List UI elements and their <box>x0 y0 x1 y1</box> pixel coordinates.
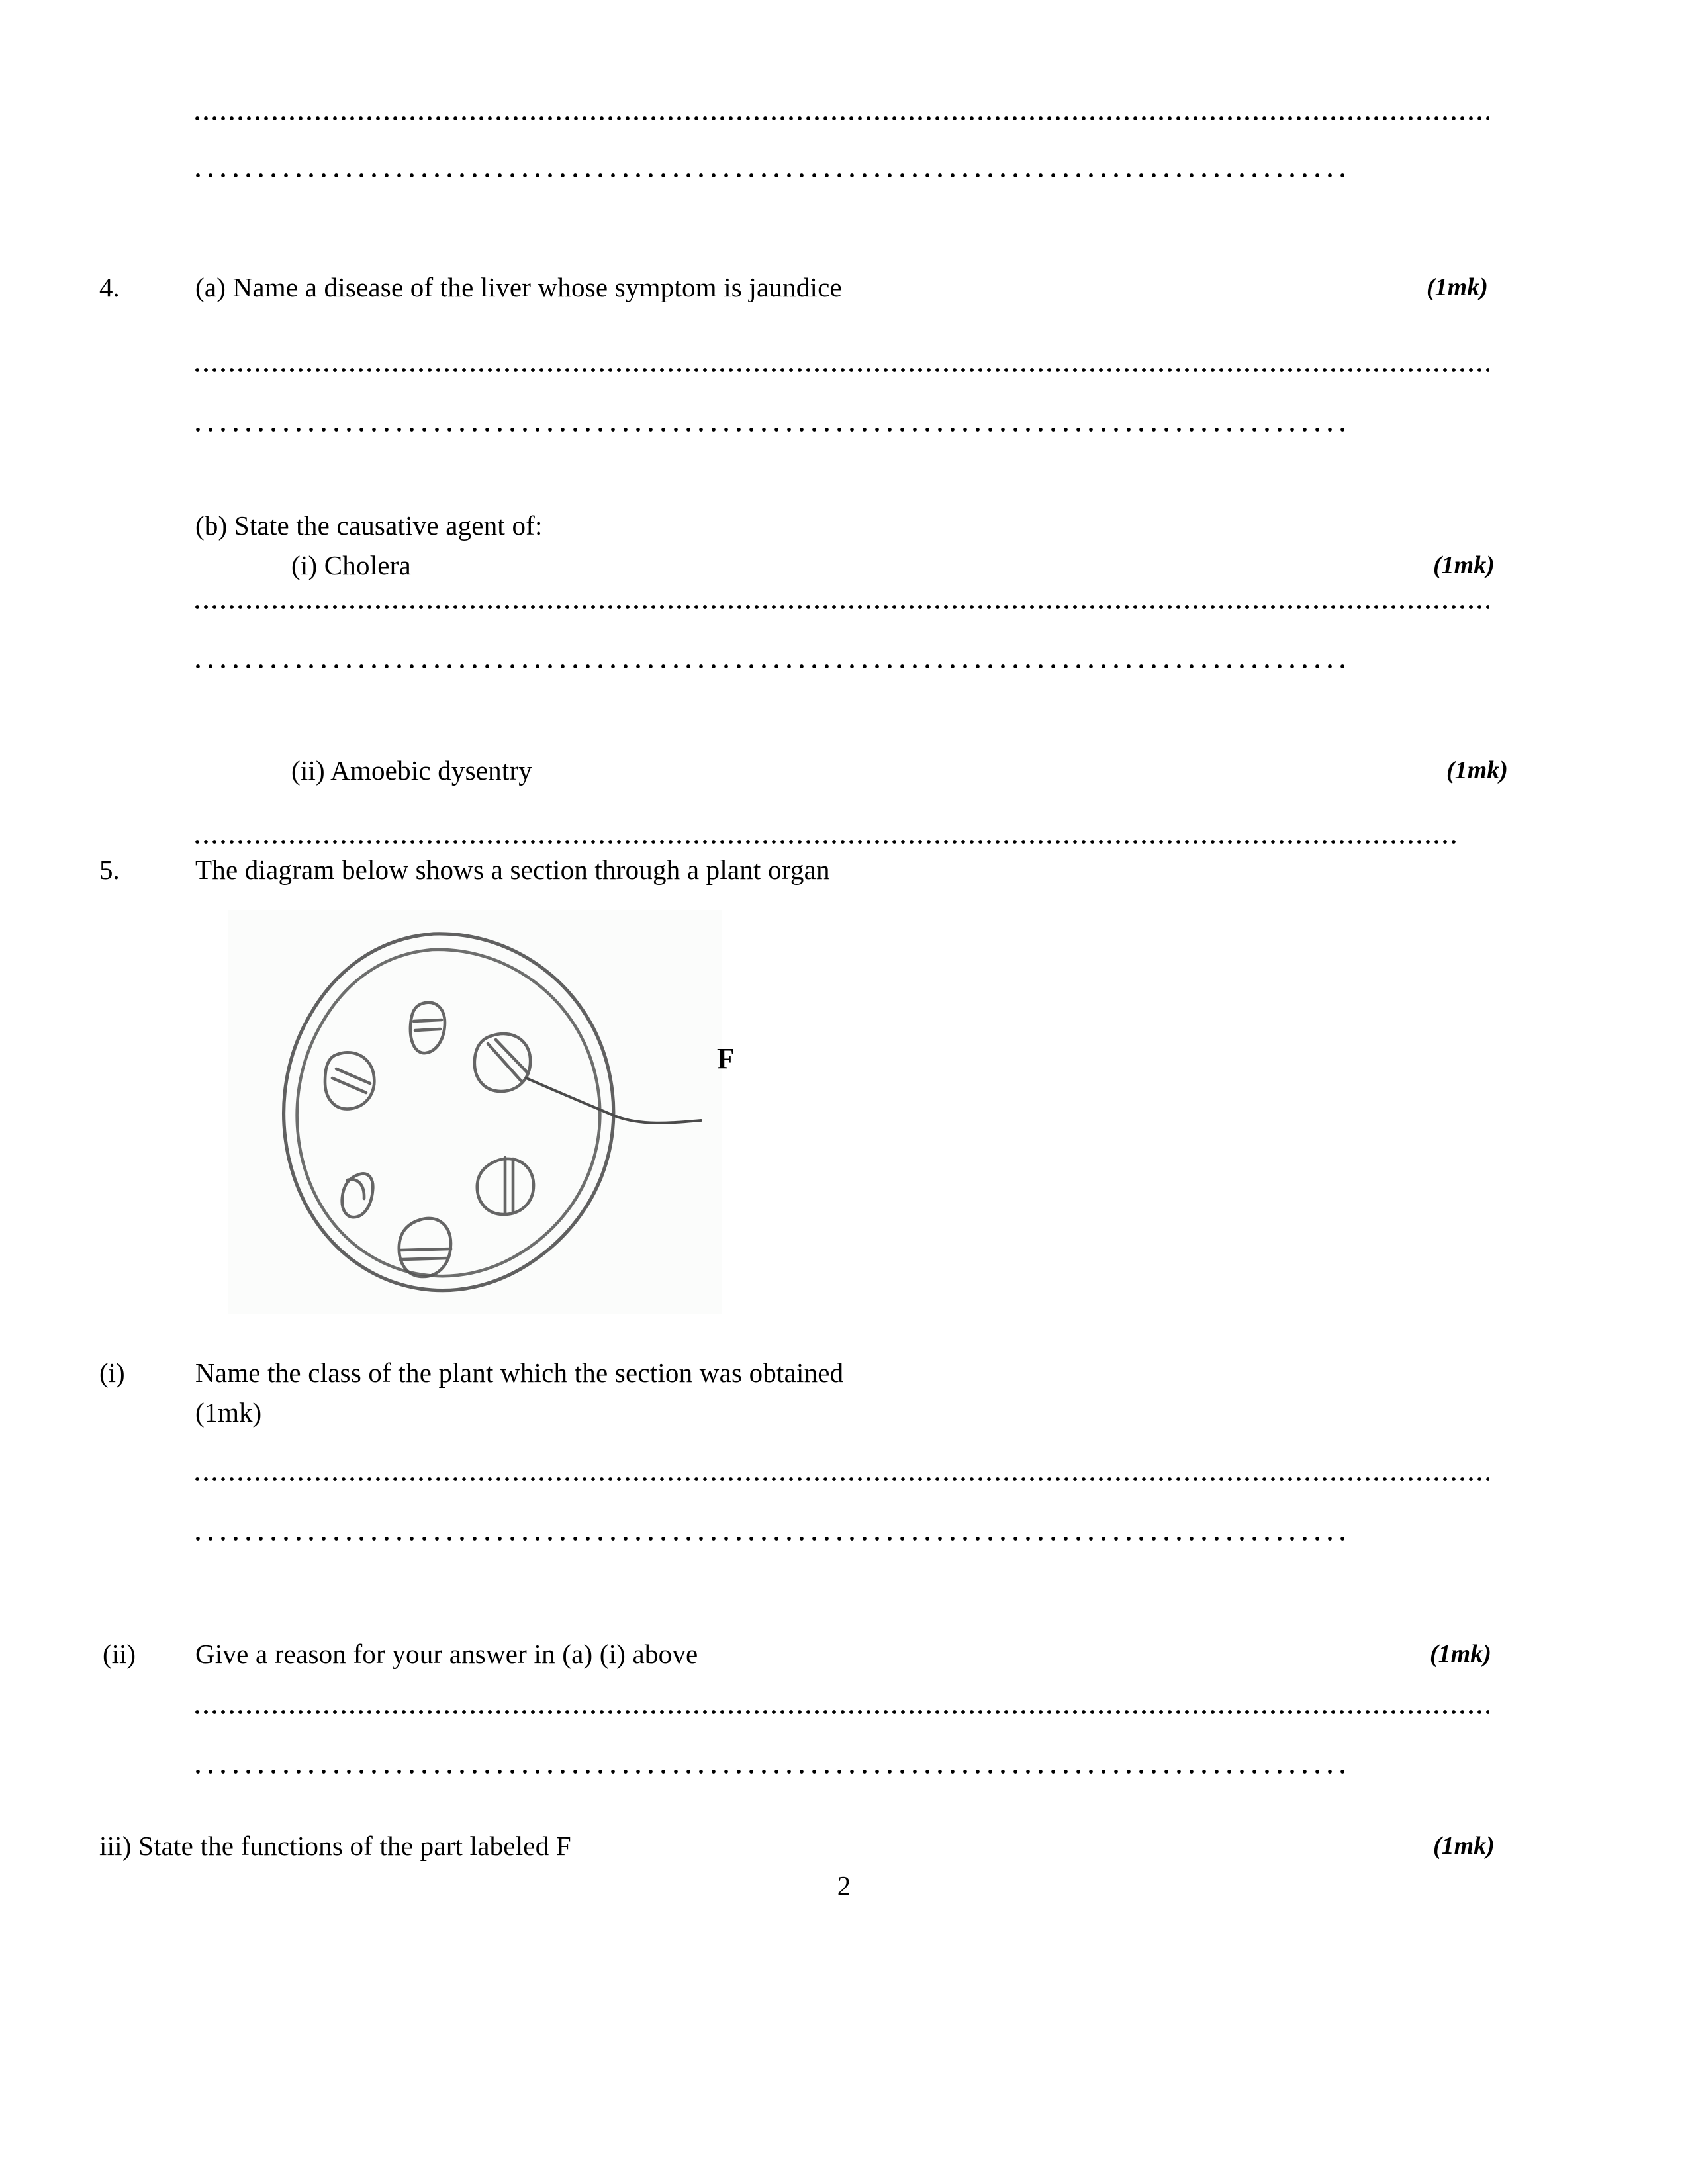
question-4b-text: (b) State the causative agent of: <box>195 510 543 541</box>
question-5ii-enumerator: (ii) <box>103 1639 136 1669</box>
question-5i-text: Name the class of the plant which the section was obtained <box>195 1357 844 1388</box>
answer-line[interactable] <box>195 1707 1489 1717</box>
question-4b-ii-text: (ii) Amoebic dysentry <box>291 755 533 786</box>
monocot-stem-cross-section-drawing <box>228 910 722 1314</box>
answer-line[interactable] <box>195 1475 1489 1484</box>
question-5iii-marks: (1mk) <box>1433 1832 1495 1860</box>
question-number-4: 4. <box>99 272 120 302</box>
question-4a-text: (a) Name a disease of the liver whose symptom is jaundice <box>195 272 842 302</box>
page-number: 2 <box>837 1870 851 1901</box>
answer-line[interactable] <box>195 837 1456 846</box>
answer-line[interactable] <box>195 171 1350 180</box>
question-4b-i-text: (i) Cholera <box>291 550 411 580</box>
question-5ii-text: Give a reason for your answer in (a) (i) above <box>195 1639 698 1669</box>
answer-line[interactable] <box>195 425 1350 434</box>
plant-section-figure <box>228 910 722 1314</box>
answer-line[interactable] <box>195 1534 1350 1543</box>
question-5i-enumerator: (i) <box>99 1357 125 1388</box>
answer-line[interactable] <box>195 662 1350 671</box>
question-5-stem-text: The diagram below shows a section through a plant organ <box>195 854 830 885</box>
question-4b-i-marks: (1mk) <box>1433 551 1495 579</box>
answer-line[interactable] <box>195 602 1489 612</box>
question-4a-marks: (1mk) <box>1427 273 1488 301</box>
answer-line[interactable] <box>195 365 1489 375</box>
question-5i-marks: (1mk) <box>195 1397 262 1428</box>
question-5ii-marks: (1mk) <box>1430 1640 1491 1668</box>
question-4b-ii-marks: (1mk) <box>1446 756 1508 784</box>
question-5iii-text: iii) State the functions of the part labeled F <box>99 1831 571 1861</box>
figure-label-f: F <box>717 1042 735 1075</box>
answer-line[interactable] <box>195 114 1489 123</box>
answer-line[interactable] <box>195 1767 1350 1776</box>
question-number-5: 5. <box>99 854 120 885</box>
